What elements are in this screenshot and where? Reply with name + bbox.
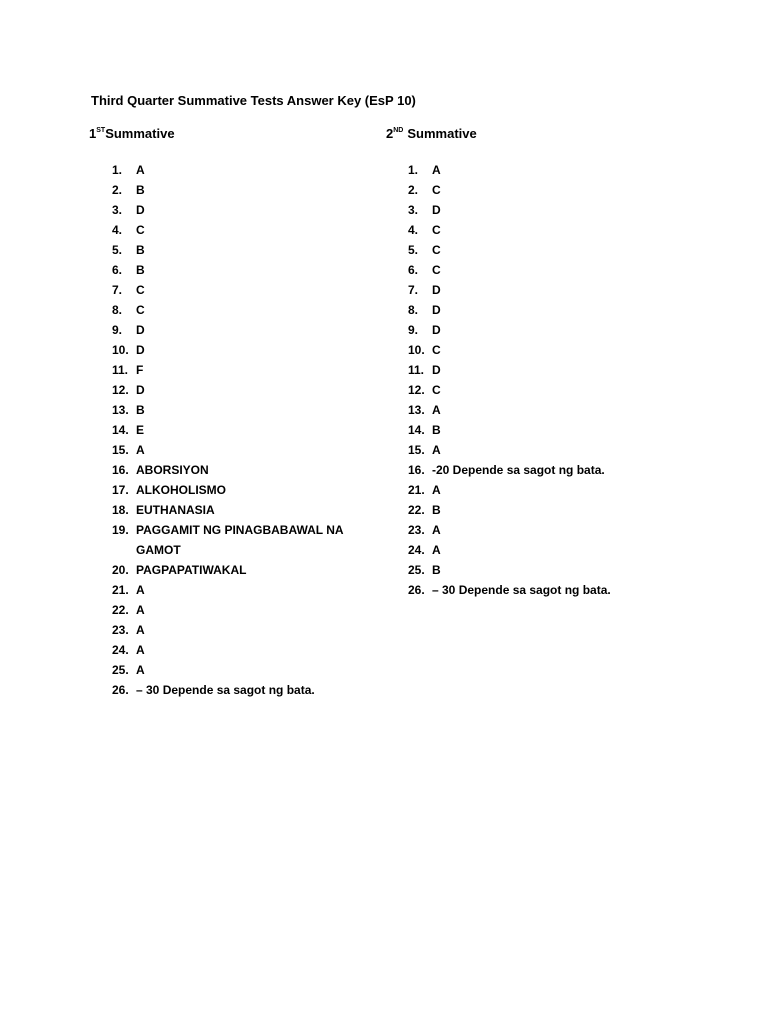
answer-item [112,500,352,520]
item-answer: EUTHANASIA [136,503,215,517]
item-number: 26. [112,683,129,697]
answer-item [408,320,628,340]
item-answer: D [136,323,145,337]
item-number: 20. [112,563,129,577]
item-number: 21. [112,583,129,597]
item-number: 12. [112,383,129,397]
item-number: 7. [408,283,419,297]
answer-item [408,560,628,580]
answer-item [408,580,628,600]
second-summative-heading [386,126,477,141]
heading-ordinal: ND [393,127,404,134]
answer-item [112,560,352,580]
item-number: 9. [408,323,419,337]
answer-item [112,340,352,360]
answer-item [112,220,352,240]
item-answer: B [432,563,441,577]
heading-number: 1 [89,126,97,141]
item-number: 23. [112,623,129,637]
item-answer: A [136,663,145,677]
answer-item [112,300,352,320]
item-number: 13. [112,403,129,417]
item-answer: – 30 Depende sa sagot ng bata. [136,683,315,697]
item-number: 2. [112,183,123,197]
answer-item [112,260,352,280]
item-answer: B [432,503,441,517]
item-answer: D [432,323,441,337]
item-number: 26. [408,583,425,597]
answer-item [112,380,352,400]
item-number: 25. [112,663,129,677]
item-number: 19. [112,523,129,537]
answer-item [112,360,352,380]
item-number: 8. [112,303,123,317]
heading-text: Summative [407,126,477,141]
item-answer: D [136,343,145,357]
item-answer: A [432,163,441,177]
first-summative-answer-list [112,160,352,700]
item-answer: A [432,443,441,457]
answer-item [112,480,352,500]
answer-item [112,400,352,420]
item-answer: A [136,603,145,617]
answer-item [112,320,352,340]
item-answer: C [432,343,441,357]
item-number: 3. [112,203,123,217]
item-answer: – 30 Depende sa sagot ng bata. [432,583,611,597]
answer-item [112,420,352,440]
item-answer: ABORSIYON [136,463,209,477]
item-number: 22. [408,503,425,517]
answer-item [112,180,352,200]
item-answer: D [432,283,441,297]
second-summative-answer-list [408,160,628,600]
item-number: 16. [112,463,129,477]
item-answer: C [136,223,145,237]
answer-item [408,200,628,220]
answer-item [408,240,628,260]
item-number: 1. [408,163,419,177]
item-answer: C [432,223,441,237]
item-answer: B [136,263,145,277]
heading-number: 2 [386,126,394,141]
item-number: 22. [112,603,129,617]
answer-item [408,460,628,480]
item-answer: ALKOHOLISMO [136,483,226,497]
answer-item [408,280,628,300]
answer-item [408,360,628,380]
answer-item [112,620,352,640]
answer-item [408,260,628,280]
item-answer: D [432,303,441,317]
item-number: 10. [112,343,129,357]
item-number: 7. [112,283,123,297]
heading-ordinal: ST [96,127,106,134]
item-answer: D [432,203,441,217]
item-answer: C [432,183,441,197]
item-answer: C [136,303,145,317]
answer-item [112,640,352,660]
answer-item [408,440,628,460]
item-number: 14. [408,423,425,437]
item-answer: D [136,203,145,217]
answer-item [112,460,352,480]
answer-item [112,280,352,300]
item-answer: PAGPAPATIWAKAL [136,563,247,577]
item-number: 4. [112,223,123,237]
heading-text: Summative [105,126,175,141]
answer-item [408,480,628,500]
item-answer: A [432,523,441,537]
item-answer: A [136,163,145,177]
item-answer: D [432,363,441,377]
item-answer: C [432,243,441,257]
answer-item [408,380,628,400]
item-number: 10. [408,343,425,357]
item-answer: A [136,443,145,457]
answer-item [408,180,628,200]
item-answer: D [136,383,145,397]
item-number: 11. [112,363,129,377]
item-answer: B [136,183,145,197]
item-number: 6. [408,263,419,277]
item-number: 25. [408,563,425,577]
document-title: Third Quarter Summative Tests Answer Key (EsP 10) [91,93,416,108]
item-number: 16. [408,463,425,477]
item-answer: E [136,423,145,437]
answer-item [112,580,352,600]
answer-item [112,520,352,560]
answer-item [408,500,628,520]
answer-item [408,160,628,180]
answer-item [112,600,352,620]
item-answer: F [136,363,144,377]
item-number: 6. [112,263,123,277]
item-number: 5. [408,243,419,257]
item-answer: B [136,243,145,257]
item-number: 21. [408,483,425,497]
answer-item [112,660,352,680]
item-number: 9. [112,323,123,337]
item-number: 18. [112,503,129,517]
item-answer: C [432,263,441,277]
item-answer: PAGGAMIT NG PINAGBABAWAL NA GAMOT [136,523,344,557]
first-summative-heading [89,126,175,141]
answer-item [408,420,628,440]
item-answer: A [136,643,145,657]
answer-item [112,160,352,180]
item-answer: -20 Depende sa sagot ng bata. [432,463,605,477]
answer-item [112,240,352,260]
answer-item [408,520,628,540]
item-answer: B [432,423,441,437]
item-number: 4. [408,223,419,237]
item-number: 15. [112,443,129,457]
item-number: 5. [112,243,123,257]
item-number: 3. [408,203,419,217]
answer-item [408,540,628,560]
item-answer: C [432,383,441,397]
item-number: 14. [112,423,129,437]
item-number: 15. [408,443,425,457]
answer-item [112,680,352,700]
item-number: 13. [408,403,425,417]
answer-item [112,440,352,460]
item-number: 2. [408,183,419,197]
item-answer: B [136,403,145,417]
answer-item [408,220,628,240]
answer-item [408,300,628,320]
item-answer: A [432,543,441,557]
answer-item [112,200,352,220]
item-number: 24. [408,543,425,557]
answer-item [408,400,628,420]
item-number: 24. [112,643,129,657]
item-answer: A [136,623,145,637]
answer-item [408,340,628,360]
item-answer: A [432,483,441,497]
item-number: 23. [408,523,425,537]
item-answer: A [432,403,441,417]
item-number: 12. [408,383,425,397]
item-number: 11. [408,363,425,377]
item-number: 17. [112,483,129,497]
item-answer: C [136,283,145,297]
item-answer: A [136,583,145,597]
item-number: 1. [112,163,123,177]
item-number: 8. [408,303,419,317]
